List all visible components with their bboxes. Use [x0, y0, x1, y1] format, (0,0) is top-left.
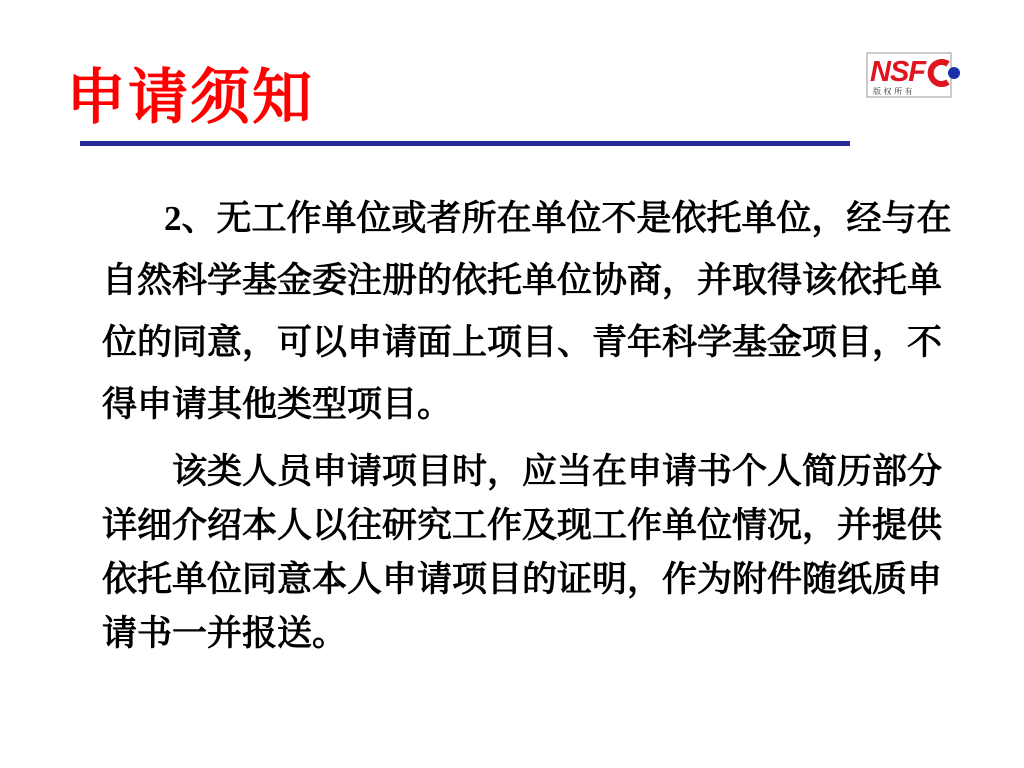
paragraph-1-text: 、无工作单位或者所在单位不是依托单位，经与在自然科学基金委注册的依托单位协商，并取得该依托单位的同意，可以申请面上项目、青年科学基金项目，不得申请其他类型项目。: [102, 199, 952, 425]
paragraph-2-text: 该类人员申请项目时，应当在申请书个人简历部分详细介绍本人以往研究工作及现工作单位情况，并提供依托单位同意本人申请项目的证明，作为附件随纸质申请书一并报送。: [102, 452, 943, 654]
title-underline: [80, 141, 850, 146]
logo-dot: [948, 67, 960, 79]
paragraph-2: [102, 445, 962, 661]
paragraph-1: [102, 188, 952, 436]
nsfc-logo: [866, 52, 962, 100]
nsfc-logo-icon: [866, 52, 962, 100]
item-number: 2: [164, 199, 182, 238]
logo-subtext: 版 权 所 有: [873, 87, 913, 96]
logo-text: NSF: [870, 56, 925, 88]
slide-title: 申请须知: [66, 63, 314, 133]
